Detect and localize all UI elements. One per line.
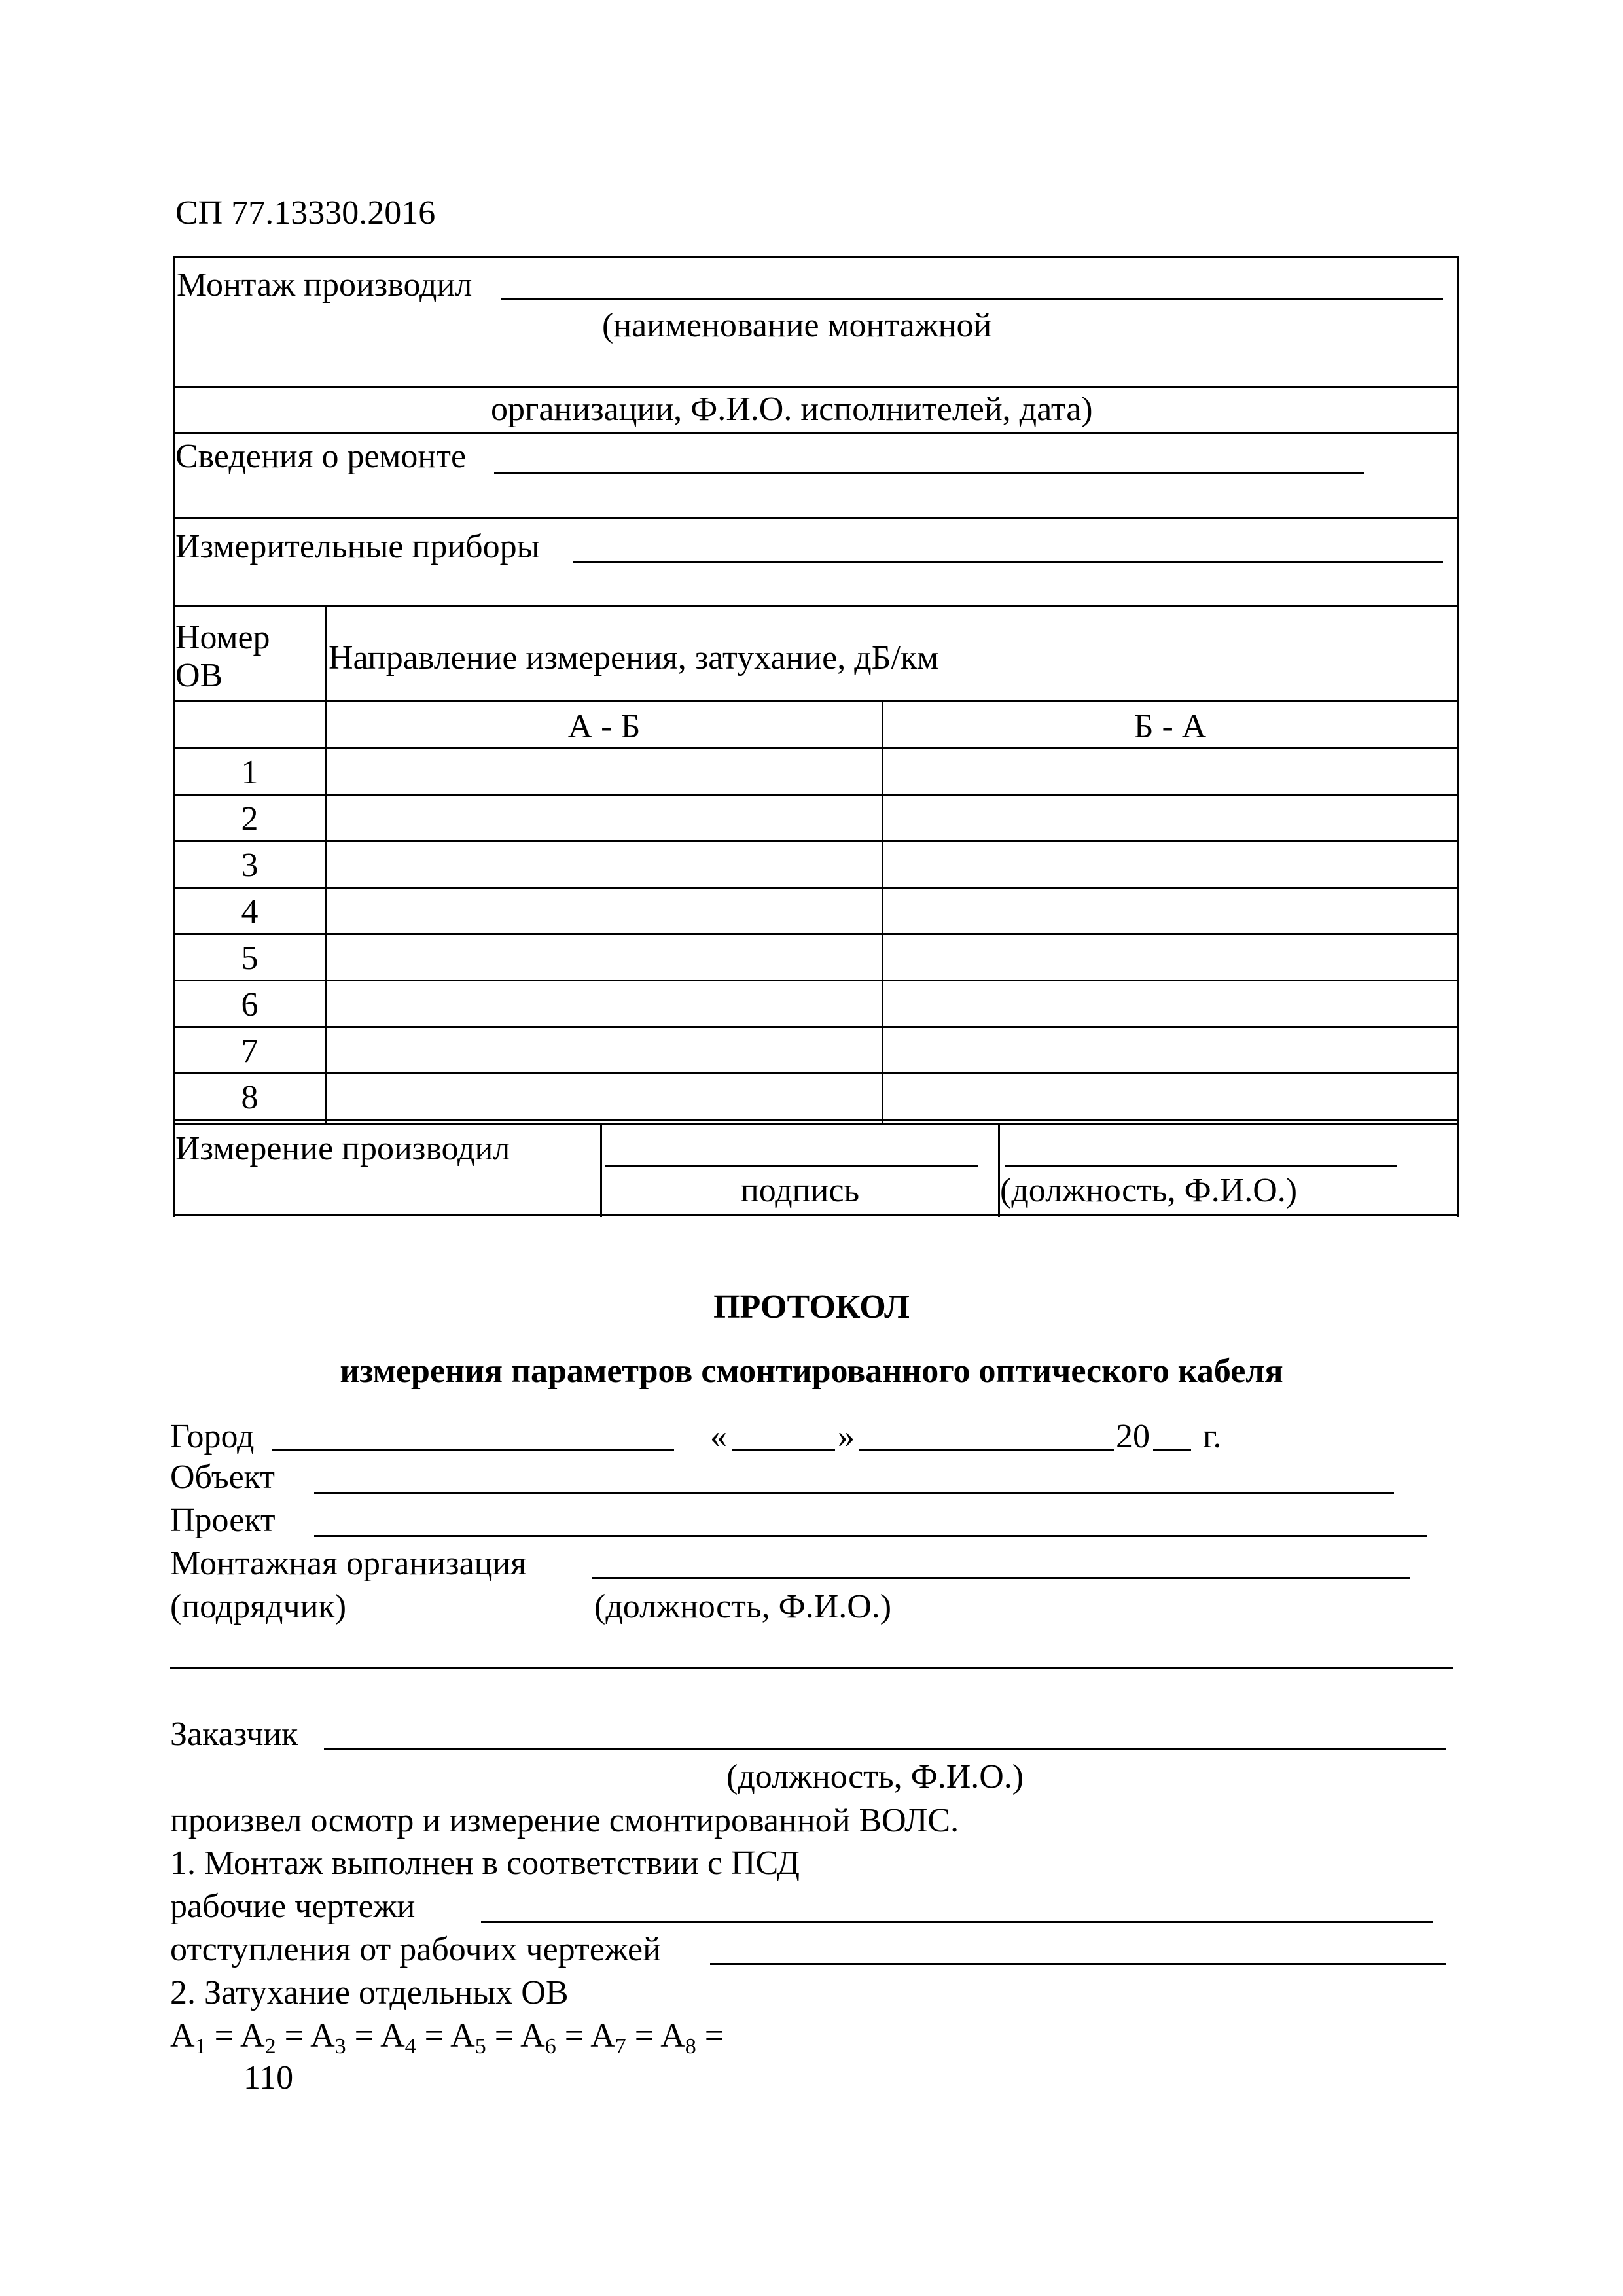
contractor-field[interactable]	[592, 1577, 1410, 1579]
repair-field[interactable]	[494, 472, 1364, 474]
row-number: 4	[241, 893, 259, 930]
item-1-text: 1. Монтаж выполнен в соответствии с ПСД	[170, 1845, 800, 1882]
contractor-extra-field[interactable]	[170, 1667, 1453, 1669]
year-field[interactable]	[1153, 1449, 1191, 1451]
row-number: 3	[241, 847, 259, 884]
customer-label: Заказчик	[170, 1716, 298, 1753]
row-number: 5	[241, 940, 259, 977]
year-suffix: г.	[1203, 1418, 1222, 1455]
drawings-field[interactable]	[481, 1921, 1433, 1923]
project-field[interactable]	[314, 1535, 1427, 1537]
measured-by-position-field[interactable]	[1005, 1165, 1397, 1167]
dir-ab-header: А - Б	[567, 708, 641, 745]
object-label: Объект	[170, 1458, 275, 1496]
col-direction-header: Направление измерения, затухание, дБ/км	[329, 639, 939, 677]
measured-by-signature-field[interactable]	[605, 1165, 978, 1167]
inspection-text: произвел осмотр и измерение смонтированной ВОЛС.	[170, 1802, 959, 1839]
month-field[interactable]	[859, 1449, 1114, 1451]
row-number: 1	[241, 754, 259, 791]
instruments-label: Измерительные приборы	[175, 528, 540, 565]
document-code: СП 77.13330.2016	[175, 194, 436, 232]
contractor-hint: (должность, Ф.И.О.)	[594, 1588, 892, 1625]
city-label: Город	[170, 1418, 255, 1455]
col-number-header: Номер ОВ	[175, 619, 270, 694]
drawings-label: рабочие чертежи	[170, 1888, 416, 1925]
installed-by-hint-1: (наименование монтажной	[602, 307, 992, 344]
attenuation-formula: $A_1 = A_2 = A_3 = A_4 = A_5 = A_6 = A_7 = A_8$ =	[170, 2017, 724, 2058]
protocol-subtitle: измерения параметров смонтированного оптического кабеля	[340, 1352, 1283, 1390]
repair-label: Сведения о ремонте	[175, 438, 467, 475]
deviations-field[interactable]	[710, 1963, 1446, 1965]
project-label: Проект	[170, 1502, 276, 1539]
installed-by-hint-2: организации, Ф.И.О. исполнителей, дата)	[491, 391, 1093, 428]
day-field[interactable]	[732, 1449, 835, 1451]
signature-hint: подпись	[740, 1172, 860, 1209]
deviations-label: отступления от рабочих чертежей	[170, 1931, 661, 1968]
date-open-quote: «	[710, 1418, 727, 1455]
contractor-sublabel: (подрядчик)	[170, 1588, 347, 1625]
customer-hint: (должность, Ф.И.О.)	[726, 1758, 1024, 1795]
row-number: 8	[241, 1079, 259, 1116]
year-prefix: 20	[1116, 1418, 1150, 1455]
page-number: 110	[243, 2059, 294, 2096]
row-number: 6	[241, 986, 259, 1023]
row-number: 7	[241, 1033, 259, 1070]
contractor-label: Монтажная организация	[170, 1545, 527, 1582]
date-close-quote: »	[838, 1418, 855, 1455]
object-field[interactable]	[314, 1492, 1394, 1494]
measured-by-label: Измерение производил	[175, 1130, 510, 1167]
instruments-field[interactable]	[573, 561, 1443, 563]
item-2-text: 2. Затухание отдельных ОВ	[170, 1974, 569, 2011]
installed-by-field[interactable]	[501, 298, 1443, 300]
installed-by-label: Монтаж производил	[177, 266, 473, 304]
dir-ba-header: Б - А	[1133, 708, 1207, 745]
protocol-title: ПРОТОКОЛ	[713, 1288, 910, 1326]
position-hint: (должность, Ф.И.О.)	[1000, 1172, 1298, 1209]
row-number: 2	[241, 800, 259, 838]
city-field[interactable]	[272, 1449, 674, 1451]
customer-field[interactable]	[324, 1748, 1446, 1750]
